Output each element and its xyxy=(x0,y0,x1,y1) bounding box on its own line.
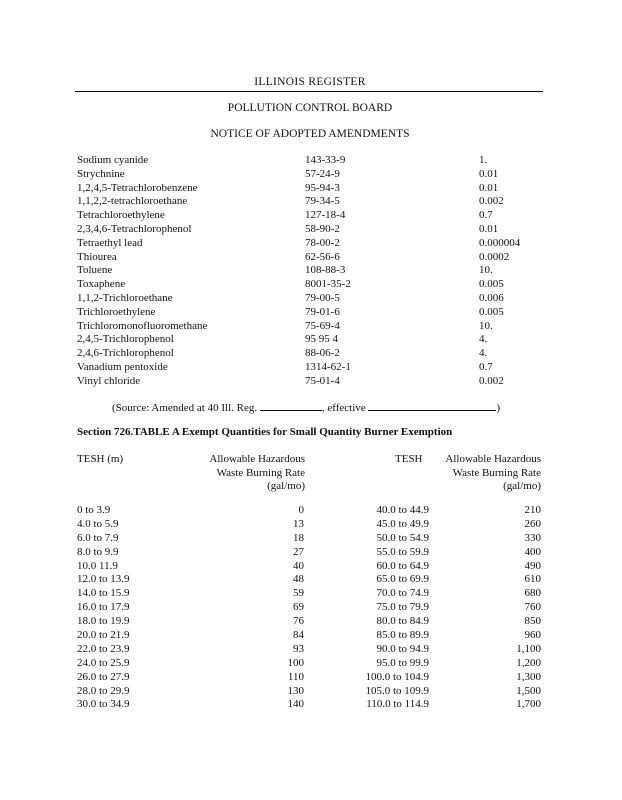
table-row xyxy=(0,518,622,532)
list-item xyxy=(77,320,547,334)
chemical-list xyxy=(77,154,547,389)
tesh-range-left: 24.0 to 25.9 xyxy=(77,656,130,669)
table-row xyxy=(0,657,622,671)
chemical-value: 0.002 xyxy=(479,374,504,387)
table-row xyxy=(0,504,622,518)
tesh-range-right: 95.0 to 99.9 xyxy=(376,656,429,669)
burn-rate-left: 69 xyxy=(293,601,304,614)
cas-number: 1314-62-1 xyxy=(305,360,351,373)
table-row xyxy=(0,601,622,615)
tesh-range-right: 45.0 to 49.9 xyxy=(376,517,429,530)
cas-number: 79-00-5 xyxy=(305,291,340,304)
burn-rate-right: 1,200 xyxy=(516,656,541,669)
exempt-quantities-table xyxy=(0,504,622,712)
chemical-name: Trichloromonofluoromethane xyxy=(77,319,208,332)
burn-rate-left: 18 xyxy=(293,531,304,544)
tesh-range-left: 8.0 to 9.9 xyxy=(77,545,119,558)
chemical-value: 0.01 xyxy=(479,167,499,180)
tesh-range-right: 70.0 to 74.9 xyxy=(376,587,429,600)
tesh-range-left: 10.0 11.9 xyxy=(77,559,118,572)
tesh-range-right: 55.0 to 59.9 xyxy=(376,545,429,558)
burn-rate-left: 110 xyxy=(287,670,304,683)
cas-number: 79-34-5 xyxy=(305,195,340,208)
list-item xyxy=(77,195,547,209)
list-item xyxy=(77,292,547,306)
register-number-blank xyxy=(260,400,322,411)
cas-number: 108-88-3 xyxy=(305,264,346,277)
chemical-name: 1,1,2,2-tetrachloroethane xyxy=(77,195,188,208)
list-item xyxy=(77,209,547,223)
table-row xyxy=(0,698,622,712)
burn-rate-right: 490 xyxy=(524,559,541,572)
chemical-name: 1,1,2-Trichloroethane xyxy=(77,291,173,304)
list-item xyxy=(77,306,547,320)
header-line: Waste Burning Rate xyxy=(216,466,305,479)
list-item xyxy=(77,237,547,251)
burn-rate-right: 260 xyxy=(524,517,541,530)
table-row xyxy=(0,560,622,574)
tesh-range-left: 20.0 to 21.9 xyxy=(77,629,130,642)
table-row xyxy=(0,615,622,629)
chemical-value: 0.7 xyxy=(479,209,493,222)
table-row xyxy=(0,587,622,601)
burn-rate-right: 960 xyxy=(524,629,541,642)
list-item xyxy=(77,223,547,237)
burn-rate-left: 40 xyxy=(293,559,304,572)
section-heading: Section 726.TABLE A Exempt Quantities for Small Quantity Burner Exemption xyxy=(77,426,453,438)
header-line: (gal/mo) xyxy=(267,480,305,492)
cas-number: 143-33-9 xyxy=(305,154,346,166)
tesh-range-left: 26.0 to 27.9 xyxy=(77,670,130,683)
cas-number: 75-01-4 xyxy=(305,374,340,387)
table-row xyxy=(0,573,622,587)
table-row xyxy=(0,671,622,685)
tesh-range-right: 105.0 to 109.9 xyxy=(365,684,429,697)
tesh-range-right: 50.0 to 54.9 xyxy=(376,531,429,544)
tesh-range-right: 100.0 to 104.9 xyxy=(365,670,429,683)
list-item xyxy=(77,154,547,168)
chemical-name: Sodium cyanide xyxy=(77,154,149,166)
cas-number: 88-06-2 xyxy=(305,347,340,360)
burn-rate-left: 48 xyxy=(293,573,304,586)
list-item xyxy=(77,182,547,196)
table-row xyxy=(0,643,622,657)
burn-rate-right: 1,700 xyxy=(516,698,541,711)
chemical-value: 1. xyxy=(479,154,488,166)
column-header-rate-left xyxy=(209,453,305,494)
burn-rate-left: 140 xyxy=(287,698,304,711)
list-item xyxy=(77,375,547,389)
tesh-range-left: 18.0 to 19.9 xyxy=(77,615,130,628)
burn-rate-left: 59 xyxy=(293,587,304,600)
chemical-value: 4. xyxy=(479,333,488,346)
chemical-name: Trichloroethylene xyxy=(77,305,156,318)
chemical-name: Vinyl chloride xyxy=(77,374,141,387)
tesh-range-left: 0 to 3.9 xyxy=(77,504,111,516)
list-item xyxy=(77,278,547,292)
tesh-range-right: 65.0 to 69.9 xyxy=(376,573,429,586)
chemical-value: 0.000004 xyxy=(479,236,521,249)
chemical-value: 0.002 xyxy=(479,195,504,208)
effective-date-blank xyxy=(368,400,496,411)
burn-rate-left: 0 xyxy=(298,504,304,516)
tesh-range-left: 28.0 to 29.9 xyxy=(77,684,130,697)
list-item xyxy=(77,347,547,361)
burn-rate-right: 1,300 xyxy=(516,670,541,683)
table-row xyxy=(0,546,622,560)
table-row xyxy=(0,532,622,546)
burn-rate-left: 130 xyxy=(287,684,304,697)
chemical-value: 0.01 xyxy=(479,181,499,194)
tesh-range-left: 4.0 to 5.9 xyxy=(77,517,119,530)
chemical-value: 0.005 xyxy=(479,278,504,291)
burn-rate-right: 850 xyxy=(524,615,541,628)
burn-rate-right: 400 xyxy=(524,545,541,558)
chemical-name: Tetrachloroethylene xyxy=(77,209,165,222)
cas-number: 95 95 4 xyxy=(305,333,338,346)
cas-number: 62-56-6 xyxy=(305,250,340,263)
chemical-name: Toluene xyxy=(77,264,113,277)
header-line: Waste Burning Rate xyxy=(452,466,541,479)
source-suffix: ) xyxy=(496,402,501,414)
cas-number: 78-00-2 xyxy=(305,236,340,249)
burn-rate-left: 76 xyxy=(293,615,304,628)
board-name: POLLUTION CONTROL BOARD xyxy=(227,102,393,114)
burn-rate-right: 760 xyxy=(524,601,541,614)
header-line: Allowable Hazardous xyxy=(445,453,541,465)
header-line: (gal/mo) xyxy=(503,480,541,492)
burn-rate-right: 610 xyxy=(524,573,541,586)
cas-number: 58-90-2 xyxy=(305,222,340,235)
list-item xyxy=(77,361,547,375)
chemical-value: 0.005 xyxy=(479,305,504,318)
burn-rate-left: 13 xyxy=(293,517,304,530)
source-middle: , effective xyxy=(321,402,366,414)
chemical-value: 4. xyxy=(479,347,488,360)
list-item xyxy=(77,168,547,182)
burn-rate-left: 84 xyxy=(293,629,304,642)
chemical-value: 0.01 xyxy=(479,222,499,235)
header-line: Allowable Hazardous xyxy=(209,453,305,465)
cas-number: 57-24-9 xyxy=(305,167,340,180)
chemical-value: 0.0002 xyxy=(479,250,510,263)
tesh-range-right: 60.0 to 64.9 xyxy=(376,559,429,572)
tesh-range-left: 12.0 to 13.9 xyxy=(77,573,130,586)
tesh-range-right: 75.0 to 79.9 xyxy=(376,601,429,614)
tesh-range-left: 14.0 to 15.9 xyxy=(77,587,130,600)
chemical-name: 1,2,4,5-Tetrachlorobenzene xyxy=(77,181,198,194)
list-item xyxy=(77,251,547,265)
burn-rate-right: 210 xyxy=(524,504,541,516)
table-row xyxy=(0,629,622,643)
list-item xyxy=(77,333,547,347)
chemical-name: Tetraethyl lead xyxy=(77,236,143,249)
chemical-name: 2,3,4,6-Tetrachlorophenol xyxy=(77,222,192,235)
cas-number: 8001-35-2 xyxy=(305,278,351,291)
header-rule xyxy=(75,91,543,92)
chemical-value: 10. xyxy=(479,319,493,332)
chemical-name: Toxaphene xyxy=(77,278,126,291)
source-note xyxy=(112,400,500,414)
chemical-value: 0.006 xyxy=(479,291,504,304)
column-header-tesh-right: TESH xyxy=(395,453,423,465)
tesh-range-right: 80.0 to 84.9 xyxy=(376,615,429,628)
register-title: ILLINOIS REGISTER xyxy=(254,76,366,88)
source-prefix: (Source: Amended at 40 Ill. Reg. xyxy=(112,402,258,414)
list-item xyxy=(77,264,547,278)
chemical-value: 0.7 xyxy=(479,360,493,373)
cas-number: 79-01-6 xyxy=(305,305,340,318)
burn-rate-left: 27 xyxy=(293,545,304,558)
tesh-range-right: 90.0 to 94.9 xyxy=(376,642,429,655)
tesh-range-left: 16.0 to 17.9 xyxy=(77,601,130,614)
tesh-range-left: 22.0 to 23.9 xyxy=(77,642,130,655)
burn-rate-left: 100 xyxy=(287,656,304,669)
chemical-name: Thiourea xyxy=(77,250,117,263)
cas-number: 75-69-4 xyxy=(305,319,340,332)
table-row xyxy=(0,685,622,699)
burn-rate-left: 93 xyxy=(293,642,304,655)
column-header-rate-right xyxy=(445,453,541,494)
chemical-value: 10. xyxy=(479,264,493,277)
tesh-range-right: 110.0 to 114.9 xyxy=(366,698,429,711)
chemical-name: 2,4,5-Trichlorophenol xyxy=(77,333,174,346)
burn-rate-right: 1,500 xyxy=(516,684,541,697)
chemical-name: Strychnine xyxy=(77,167,125,180)
cas-number: 127-18-4 xyxy=(305,209,346,222)
burn-rate-right: 680 xyxy=(524,587,541,600)
tesh-range-left: 30.0 to 34.9 xyxy=(77,698,130,711)
chemical-name: Vanadium pentoxide xyxy=(77,360,168,373)
tesh-range-left: 6.0 to 7.9 xyxy=(77,531,119,544)
cas-number: 95-94-3 xyxy=(305,181,340,194)
tesh-range-right: 40.0 to 44.9 xyxy=(376,504,429,516)
notice-title: NOTICE OF ADOPTED AMENDMENTS xyxy=(210,128,410,140)
column-header-tesh-left: TESH (m) xyxy=(77,453,124,465)
chemical-name: 2,4,6-Trichlorophenol xyxy=(77,347,174,360)
tesh-range-right: 85.0 to 89.9 xyxy=(376,629,429,642)
burn-rate-right: 1,100 xyxy=(516,642,541,655)
burn-rate-right: 330 xyxy=(524,531,541,544)
